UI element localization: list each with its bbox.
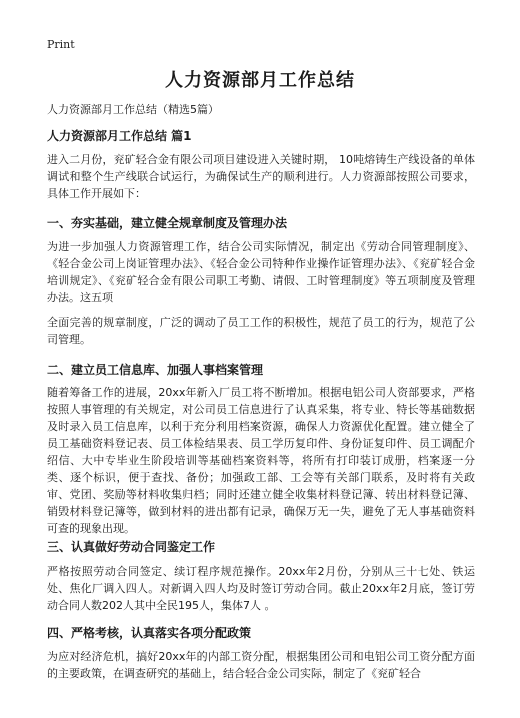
subtitle: 人力资源部月工作总结（精选5篇）: [47, 103, 219, 116]
paragraph-3: 随着筹备工作的进展，20xx年新入厂员工将不断增加。根据电铝公司人资部要求，严格按照人事管理的有关规定，对公司员工信息进行了认真采集，将专业、特长等基础数据及时录入员工信息库，以利于充分利用档案资源，确保人力资源优化配置。建立健全了员工基础资料登记表、员工体检结果表、员工学历复印件、身份证复印件、员工调配介绍信、大中专毕业生阶段培训等基础档案资料等，将所有打印装订成册，档案逐一分类、逐个标识，便于查找、备份；加强政工部、工会等有关部门联系，及时将有关政审、党团、奖励等材料收集归档；同时还建立健全收集材料登记簿、转出材料登记簿、销毁材料登记簿等，做到材料的进出都有记录，确保万无一失，避免了无人事基础资料可查的现象出现。: [47, 386, 475, 535]
heading-1: 一、夯实基础，建立健全规章制度及管理办法: [47, 216, 288, 230]
heading-2: 二、建立员工信息库、加强人事档案管理: [47, 363, 264, 377]
section-title: 人力资源部月工作总结 篇1: [47, 129, 192, 143]
page-title: 人力资源部月工作总结: [165, 70, 355, 91]
heading-4: 四、严格考核，认真落实各项分配政策: [47, 626, 252, 640]
paragraph-1: 为进一步加强人力资源管理工作，结合公司实际情况，制定出《劳动合同管理制度》、《轻合金公司上岗证管理办法》、《轻合金公司特种作业操作证管理办法》、《兖矿轻合金培训规定》、《兖矿轻合金有限公司职工考勤、请假、工时管理制度》等五项制度及管理办法。这五项: [47, 240, 475, 304]
heading-3: 三、认真做好劳动合同鉴定工作: [47, 540, 216, 554]
paragraph-4: 严格按照劳动合同签定、续订程序规范操作。20xx年2月份，分别从三十七处、铁运处、焦化厂调入四人。对新调入四人均及时签订劳动合同。截止20xx年2月底，签订劳动合同人数202人其中全民195人，集体7人 。: [47, 565, 475, 612]
intro-paragraph: 进入二月份，兖矿轻合金有限公司项目建设进入关键时期， 10吨熔铸生产线设备的单体调试和整个生产线联合试运行，为确保试生产的顺利进行。人力资源部按照公司要求，具体工作开展如下：: [47, 153, 475, 200]
paragraph-2: 全面完善的规章制度，广泛的调动了员工工作的积极性，规范了员工的行为，规范了公司管理。: [47, 316, 475, 346]
print-label[interactable]: Print: [47, 38, 75, 51]
paragraph-5: 为应对经济危机，搞好20xx年的内部工资分配，根据集团公司和电铝公司工资分配方面的主要政策，在调查研究的基础上，结合轻合金公司实际，制定了《兖矿轻合: [47, 650, 475, 680]
